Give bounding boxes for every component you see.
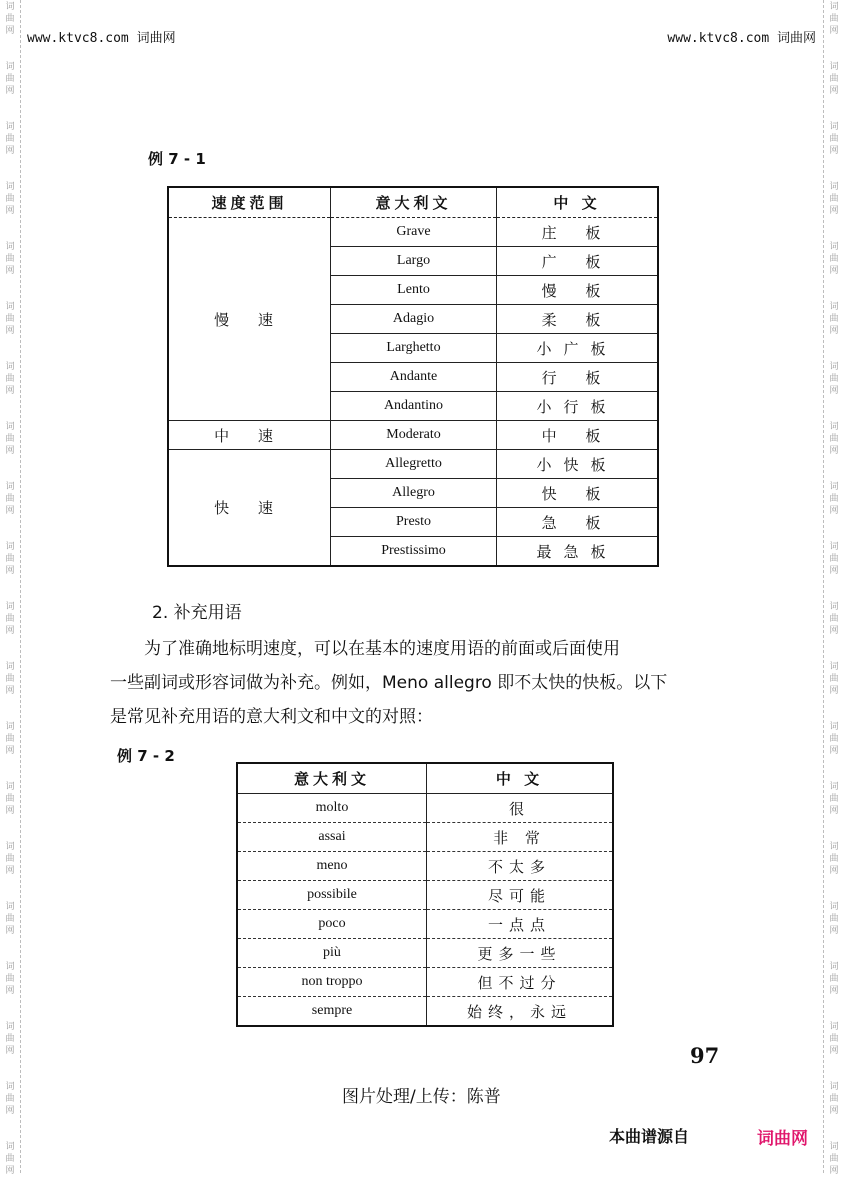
watermark-glyph: 网 <box>829 1106 839 1116</box>
brand-link[interactable]: 词曲网 <box>757 1129 808 1149</box>
watermark-glyph: 网 <box>5 1166 15 1176</box>
watermark-glyph: 曲 <box>829 554 839 564</box>
watermark-glyph: 曲 <box>829 314 839 324</box>
watermark-glyph: 网 <box>829 446 839 456</box>
watermark-glyph: 词 <box>5 182 15 192</box>
chinese-term: 急 板 <box>497 508 659 537</box>
column-header: 速度范围 <box>168 187 331 218</box>
table-row <box>237 794 613 823</box>
italian-term: molto <box>237 794 427 823</box>
watermark-glyph: 网 <box>5 206 15 216</box>
watermark-glyph: 曲 <box>829 974 839 984</box>
watermark-glyph: 词 <box>5 602 15 612</box>
watermark-glyph: 网 <box>829 266 839 276</box>
watermark-glyph: 词 <box>5 482 15 492</box>
watermark-glyph: 曲 <box>829 914 839 924</box>
watermark-glyph: 词 <box>829 422 839 432</box>
supplementary-terms-table <box>236 762 614 1027</box>
watermark-glyph: 曲 <box>5 794 15 804</box>
body-paragraph <box>110 632 722 734</box>
tempo-category: 中 速 <box>168 421 331 450</box>
watermark-glyph: 网 <box>829 1166 839 1176</box>
watermark-glyph: 曲 <box>5 854 15 864</box>
watermark-glyph: 网 <box>5 1106 15 1116</box>
watermark-glyph: 曲 <box>829 194 839 204</box>
chinese-term: 最急板 <box>497 537 659 567</box>
watermark-glyph: 词 <box>829 1142 839 1152</box>
watermark-glyph: 曲 <box>5 914 15 924</box>
watermark-glyph: 曲 <box>829 434 839 444</box>
watermark-glyph: 词 <box>829 662 839 672</box>
chinese-term: 尽可能 <box>427 881 614 910</box>
watermark-glyph: 网 <box>829 566 839 576</box>
italian-term: assai <box>237 823 427 852</box>
table-row <box>168 218 658 247</box>
header-url-left[interactable]: www.ktvc8.com 词曲网 <box>27 31 176 46</box>
watermark-glyph: 曲 <box>5 974 15 984</box>
watermark-glyph: 网 <box>829 926 839 936</box>
watermark-glyph: 网 <box>5 926 15 936</box>
section-title: 2. 补充用语 <box>152 603 242 623</box>
watermark-glyph: 词 <box>5 242 15 252</box>
watermark-glyph: 曲 <box>5 134 15 144</box>
chinese-term: 中 板 <box>497 421 659 450</box>
column-header: 意大利文 <box>237 763 427 794</box>
chinese-term: 一点点 <box>427 910 614 939</box>
watermark-glyph: 曲 <box>5 674 15 684</box>
watermark-glyph: 网 <box>5 386 15 396</box>
watermark-glyph: 曲 <box>829 734 839 744</box>
watermark-glyph: 网 <box>5 266 15 276</box>
watermark-glyph: 词 <box>5 122 15 132</box>
watermark-glyph: 词 <box>5 1082 15 1092</box>
watermark-glyph: 词 <box>829 722 839 732</box>
italian-term: Allegro <box>331 479 497 508</box>
right-margin-watermark <box>823 0 844 1176</box>
watermark-glyph: 网 <box>5 746 15 756</box>
column-header: 中 文 <box>427 763 614 794</box>
watermark-glyph: 网 <box>5 446 15 456</box>
chinese-term: 小快板 <box>497 450 659 479</box>
watermark-glyph: 曲 <box>5 254 15 264</box>
watermark-glyph: 曲 <box>829 1094 839 1104</box>
watermark-glyph: 曲 <box>829 494 839 504</box>
watermark-glyph: 网 <box>5 986 15 996</box>
watermark-glyph: 网 <box>829 26 839 36</box>
tempo-category: 快 速 <box>168 450 331 567</box>
watermark-glyph: 词 <box>5 962 15 972</box>
watermark-glyph: 网 <box>829 86 839 96</box>
watermark-glyph: 曲 <box>5 614 15 624</box>
watermark-glyph: 网 <box>5 686 15 696</box>
watermark-glyph: 曲 <box>829 1154 839 1164</box>
table-row <box>237 997 613 1027</box>
watermark-glyph: 词 <box>5 662 15 672</box>
watermark-glyph: 网 <box>829 506 839 516</box>
watermark-glyph: 网 <box>5 506 15 516</box>
example-1-label: 例 7 - 1 <box>148 150 206 168</box>
chinese-term: 小行板 <box>497 392 659 421</box>
watermark-glyph: 词 <box>5 542 15 552</box>
watermark-glyph: 词 <box>5 782 15 792</box>
watermark-glyph: 网 <box>829 206 839 216</box>
watermark-glyph: 词 <box>829 482 839 492</box>
watermark-glyph: 词 <box>5 302 15 312</box>
image-credit: 图片处理/上传：陈普 <box>342 1087 501 1107</box>
italian-term: sempre <box>237 997 427 1027</box>
italian-term: meno <box>237 852 427 881</box>
watermark-glyph: 词 <box>829 242 839 252</box>
watermark-glyph: 词 <box>829 962 839 972</box>
table-header-row <box>237 763 613 794</box>
chinese-term: 始终，永远 <box>427 997 614 1027</box>
watermark-glyph: 网 <box>829 386 839 396</box>
italian-term: Larghetto <box>331 334 497 363</box>
watermark-glyph: 词 <box>5 422 15 432</box>
italian-term: più <box>237 939 427 968</box>
watermark-glyph: 词 <box>829 182 839 192</box>
watermark-glyph: 网 <box>5 26 15 36</box>
watermark-glyph: 词 <box>5 902 15 912</box>
watermark-glyph: 曲 <box>5 1094 15 1104</box>
watermark-glyph: 网 <box>829 1046 839 1056</box>
watermark-glyph: 词 <box>829 1022 839 1032</box>
watermark-glyph: 网 <box>5 1046 15 1056</box>
watermark-glyph: 曲 <box>5 1154 15 1164</box>
watermark-glyph: 曲 <box>5 1034 15 1044</box>
watermark-glyph: 曲 <box>829 854 839 864</box>
watermark-glyph: 词 <box>829 902 839 912</box>
watermark-glyph: 曲 <box>829 614 839 624</box>
left-margin-watermark <box>0 0 21 1176</box>
watermark-glyph: 词 <box>5 842 15 852</box>
watermark-glyph: 词 <box>5 362 15 372</box>
italian-term: Largo <box>331 247 497 276</box>
watermark-glyph: 曲 <box>829 74 839 84</box>
watermark-glyph: 网 <box>5 566 15 576</box>
paragraph-line: 为了准确地标明速度，可以在基本的速度用语的前面或后面使用 <box>144 639 620 659</box>
watermark-glyph: 曲 <box>5 434 15 444</box>
watermark-glyph: 网 <box>5 326 15 336</box>
table-row <box>168 450 658 479</box>
table-row <box>237 852 613 881</box>
italian-term: possibile <box>237 881 427 910</box>
watermark-glyph: 网 <box>829 806 839 816</box>
chinese-term: 非 常 <box>427 823 614 852</box>
chinese-term: 行 板 <box>497 363 659 392</box>
italian-term: Moderato <box>331 421 497 450</box>
watermark-glyph: 词 <box>5 62 15 72</box>
table-row <box>237 881 613 910</box>
chinese-term: 庄 板 <box>497 218 659 247</box>
italian-term: Presto <box>331 508 497 537</box>
watermark-glyph: 网 <box>829 686 839 696</box>
column-header: 意大利文 <box>331 187 497 218</box>
watermark-glyph: 网 <box>5 626 15 636</box>
watermark-glyph: 曲 <box>5 494 15 504</box>
italian-term: Lento <box>331 276 497 305</box>
italian-term: non troppo <box>237 968 427 997</box>
watermark-glyph: 曲 <box>5 374 15 384</box>
watermark-glyph: 词 <box>829 782 839 792</box>
watermark-glyph: 词 <box>829 362 839 372</box>
chinese-term: 广 板 <box>497 247 659 276</box>
table-row <box>237 823 613 852</box>
watermark-glyph: 词 <box>5 1142 15 1152</box>
chinese-term: 但不过分 <box>427 968 614 997</box>
watermark-glyph: 网 <box>829 986 839 996</box>
table-row <box>237 968 613 997</box>
chinese-term: 很 <box>427 794 614 823</box>
watermark-glyph: 词 <box>829 1082 839 1092</box>
column-header: 中 文 <box>497 187 659 218</box>
watermark-glyph: 曲 <box>829 1034 839 1044</box>
watermark-glyph: 词 <box>5 1022 15 1032</box>
watermark-glyph: 曲 <box>5 554 15 564</box>
watermark-glyph: 网 <box>5 806 15 816</box>
chinese-term: 慢 板 <box>497 276 659 305</box>
watermark-glyph: 曲 <box>5 14 15 24</box>
paragraph-line: 一些副词或形容词做为补充。例如，Meno allegro 即不太快的快板。以下 <box>110 673 668 693</box>
italian-term: Allegretto <box>331 450 497 479</box>
watermark-glyph: 词 <box>829 2 839 12</box>
table-row <box>237 939 613 968</box>
watermark-glyph: 网 <box>829 866 839 876</box>
italian-term: Andante <box>331 363 497 392</box>
paragraph-line: 是常见补充用语的意大利文和中文的对照： <box>110 707 433 727</box>
italian-term: Adagio <box>331 305 497 334</box>
italian-term: Grave <box>331 218 497 247</box>
watermark-glyph: 网 <box>5 146 15 156</box>
table-header-row <box>168 187 658 218</box>
watermark-glyph: 曲 <box>829 374 839 384</box>
watermark-glyph: 网 <box>5 866 15 876</box>
italian-term: poco <box>237 910 427 939</box>
table-row <box>237 910 613 939</box>
watermark-glyph: 曲 <box>5 734 15 744</box>
table-row <box>168 421 658 450</box>
watermark-glyph: 网 <box>829 626 839 636</box>
watermark-glyph: 词 <box>829 842 839 852</box>
watermark-glyph: 曲 <box>829 14 839 24</box>
watermark-glyph: 曲 <box>5 194 15 204</box>
source-label: 本曲谱源自 <box>609 1127 690 1146</box>
example-2-label: 例 7 - 2 <box>117 747 175 765</box>
watermark-glyph: 词 <box>829 602 839 612</box>
watermark-glyph: 词 <box>829 62 839 72</box>
tempo-category: 慢 速 <box>168 218 331 421</box>
watermark-glyph: 词 <box>5 722 15 732</box>
watermark-glyph: 网 <box>829 326 839 336</box>
watermark-glyph: 网 <box>829 746 839 756</box>
italian-term: Prestissimo <box>331 537 497 567</box>
watermark-glyph: 网 <box>5 86 15 96</box>
watermark-glyph: 曲 <box>5 74 15 84</box>
chinese-term: 柔 板 <box>497 305 659 334</box>
italian-term: Andantino <box>331 392 497 421</box>
chinese-term: 小广板 <box>497 334 659 363</box>
chinese-term: 不太多 <box>427 852 614 881</box>
watermark-glyph: 词 <box>829 122 839 132</box>
chinese-term: 更多一些 <box>427 939 614 968</box>
watermark-glyph: 网 <box>829 146 839 156</box>
header-url-right[interactable]: www.ktvc8.com 词曲网 <box>667 31 816 46</box>
watermark-glyph: 曲 <box>829 674 839 684</box>
chinese-term: 快 板 <box>497 479 659 508</box>
watermark-glyph: 曲 <box>829 134 839 144</box>
watermark-glyph: 词 <box>829 542 839 552</box>
watermark-glyph: 词 <box>5 2 15 12</box>
watermark-glyph: 曲 <box>829 794 839 804</box>
page-number: 97 <box>690 1043 720 1068</box>
watermark-glyph: 曲 <box>5 314 15 324</box>
watermark-glyph: 曲 <box>829 254 839 264</box>
watermark-glyph: 词 <box>829 302 839 312</box>
tempo-terms-table <box>167 186 659 567</box>
